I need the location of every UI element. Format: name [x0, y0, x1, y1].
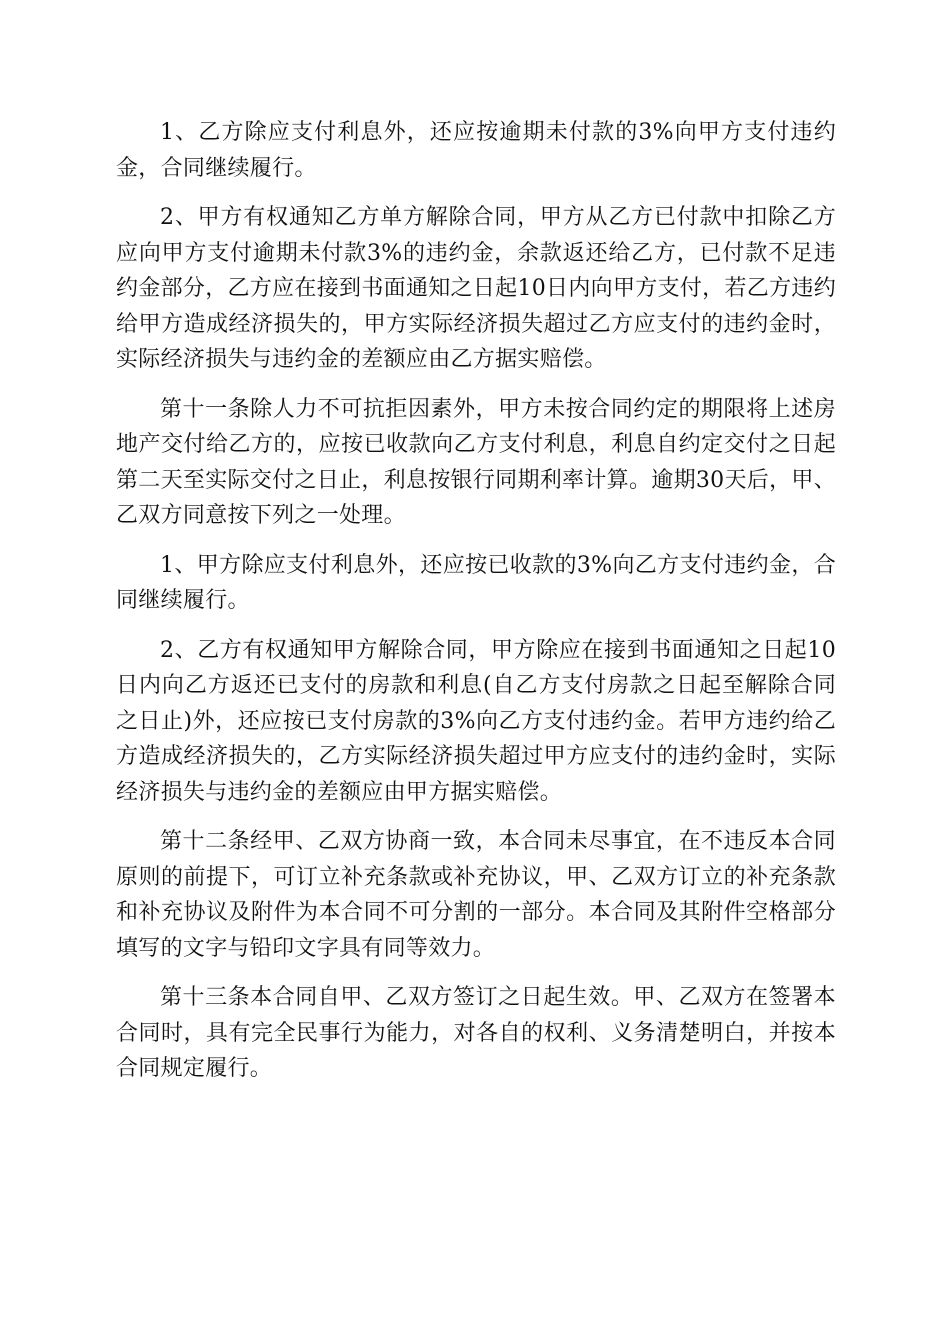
paragraph-article-11: 第十一条除人力不可抗拒因素外，甲方未按合同约定的期限将上述房地产交付给乙方的，应按已收款向乙方支付利息，利息自约定交付之日起第二天至实际交付之日止，利息按银行同期利率计算。逾期30天后，甲、乙双方同意按下列之一处理。 [116, 396, 836, 528]
paragraph-article-12: 第十二条经甲、乙双方协商一致，本合同未尽事宜，在不违反本合同原则的前提下，可订立补充条款或补充协议，甲、乙双方订立的补充条款和补充协议及附件为本合同不可分割的一部分。本合同及其附件空格部分填写的文字与铅印文字具有同等效力。 [116, 829, 836, 961]
paragraph-article-11-option-2: 2、乙方有权通知甲方解除合同，甲方除应在接到书面通知之日起10日内向乙方返还已支付的房款和利息(自乙方支付房款之日起至解除合同之日止)外，还应按已支付房款的3%向乙方支付违约金。若甲方违约给乙方造成经济损失的，乙方实际经济损失超过甲方应支付的违约金时，实际经济损失与违约金的差额应由甲方据实赔偿。 [116, 637, 836, 805]
paragraph-article-13: 第十三条本合同自甲、乙双方签订之日起生效。甲、乙双方在签署本合同时，具有完全民事行为能力，对各自的权利、义务清楚明白，并按本合同规定履行。 [116, 985, 836, 1081]
paragraph-clause-1-late-payment-penalty: 1、乙方除应支付利息外，还应按逾期未付款的3%向甲方支付违约金，合同继续履行。 [116, 120, 836, 181]
document-page [116, 115, 836, 1101]
paragraph-clause-2-unilateral-termination: 2、甲方有权通知乙方单方解除合同，甲方从乙方已付款中扣除乙方应向甲方支付逾期未付款3%的违约金，余款返还给乙方，已付款不足违约金部分，乙方应在接到书面通知之日起10日内向甲方支付，若乙方违约给甲方造成经济损失的，甲方实际经济损失超过乙方应支付的违约金时，实际经济损失与违约金的差额应由乙方据实赔偿。 [116, 205, 836, 372]
paragraph-article-11-option-1: 1、甲方除应支付利息外，还应按已收款的3%向乙方支付违约金，合同继续履行。 [116, 552, 836, 613]
